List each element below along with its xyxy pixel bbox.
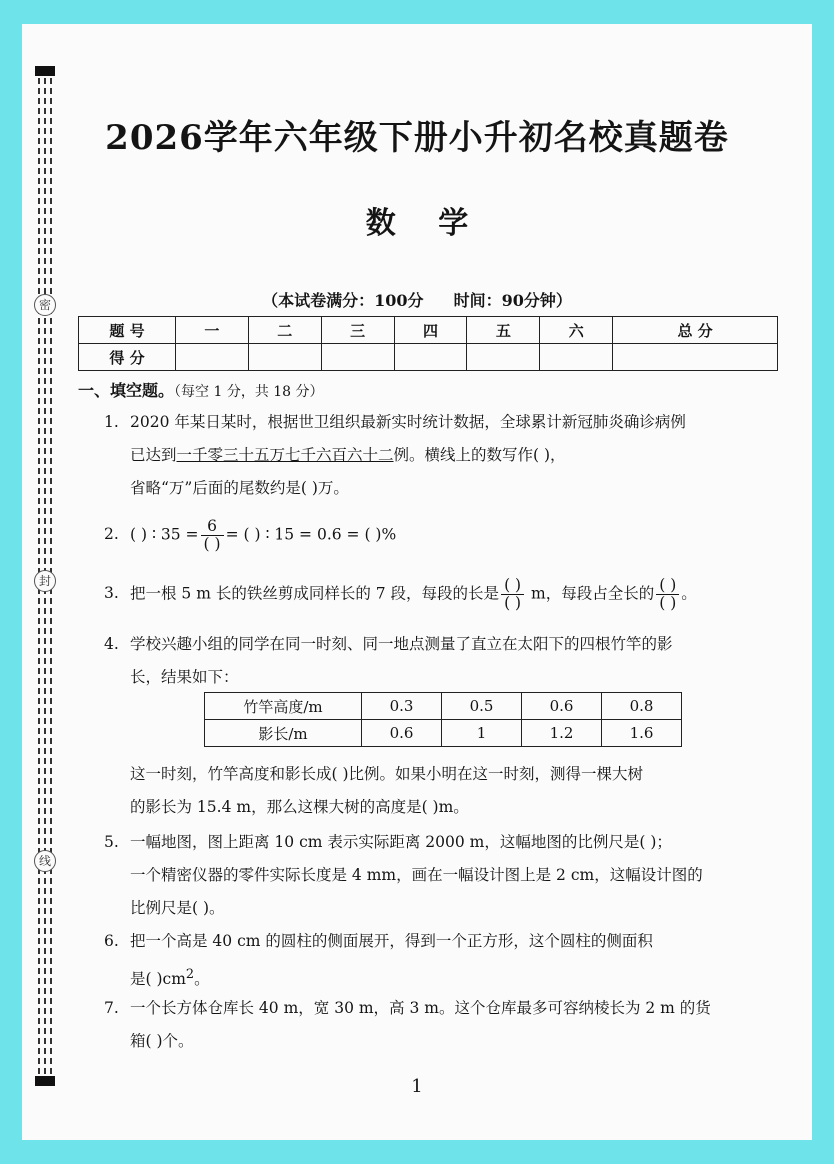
seal-mi: 密 xyxy=(34,294,56,316)
score-cell[interactable] xyxy=(613,344,778,371)
question-4-continued: 这一时刻，竹竿高度和影长成( )比例。如果小明在这一时刻，测得一棵大树 的影长为 15.4 m，那么这棵大树的高度是( )m。 xyxy=(130,765,644,816)
question-6: 6. 把一个高是 40 cm 的圆柱的侧面展开，得到一个正方形，这个圆柱的侧面积 是( )$cm^2$。 xyxy=(104,932,653,989)
seal-xian: 线 xyxy=(34,850,56,872)
subject-title: 数 学 xyxy=(365,206,485,241)
question-2: 2. ( ) ∶ 35 = $\frac{6}{( )}$ = ( ) ∶ 15 = 0.6 = ( )% xyxy=(104,517,397,553)
exam-title: 2026学年六年级下册小升初名校真题卷 xyxy=(105,118,729,158)
question-7: 7. 一个长方体仓库长 40 m，宽 30 m，高 3 m。这个仓库最多可容纳棱长为 2 m 的货 箱( )个。 xyxy=(104,999,711,1050)
score-cell[interactable] xyxy=(176,344,249,371)
question-1: 1. 2020 年某日某时，根据世卫组织最新实时统计数据，全球累计新冠肺炎确诊病例 已达到一千零三十五万七千六百六十二例。横线上的数写作( )， 省略“万”后面的尾数约是( )万。 xyxy=(104,413,686,497)
exam-info: （本试卷满分：100分 时间：90分钟） xyxy=(262,291,572,310)
score-cell[interactable] xyxy=(248,344,321,371)
section-heading: 一、填空题。（每空 1 分，共 18 分） xyxy=(78,381,324,400)
score-cell[interactable] xyxy=(321,344,394,371)
question-5: 5. 一幅地图，图上距离 10 cm 表示实际距离 2000 m，这幅地图的比例尺是( )； 一个精密仪器的零件实际长度是 4 mm，画在一幅设计图上是 2 cm，这幅设计图的 比例尺是( )。 xyxy=(104,833,703,917)
binding-cap-top xyxy=(35,66,55,76)
question-3: 3. 把一根 5 m 长的铁丝剪成同样长的 7 段，每段的长是 $\frac{( )}{( )}$ m，每段占全长的 $\frac{( )}{( )}$ 。 xyxy=(104,576,697,612)
seal-feng: 封 xyxy=(34,570,56,592)
question-4: 4. 学校兴趣小组的同学在同一时刻、同一地点测量了直立在太阳下的四根竹竿的影 长，结果如下： xyxy=(104,635,673,686)
exam-paper xyxy=(22,24,812,1140)
score-cell[interactable] xyxy=(394,344,467,371)
page-number: 1 xyxy=(411,1076,423,1097)
score-table: 题 号 一 二 三 四 五 六 总 分 得 分 xyxy=(78,316,778,371)
score-cell[interactable] xyxy=(467,344,540,371)
bamboo-data-table: 竹竿高度/m 0.3 0.5 0.6 0.8 影长/m 0.6 1 1.2 1.6 xyxy=(204,692,682,747)
score-cell[interactable] xyxy=(540,344,613,371)
